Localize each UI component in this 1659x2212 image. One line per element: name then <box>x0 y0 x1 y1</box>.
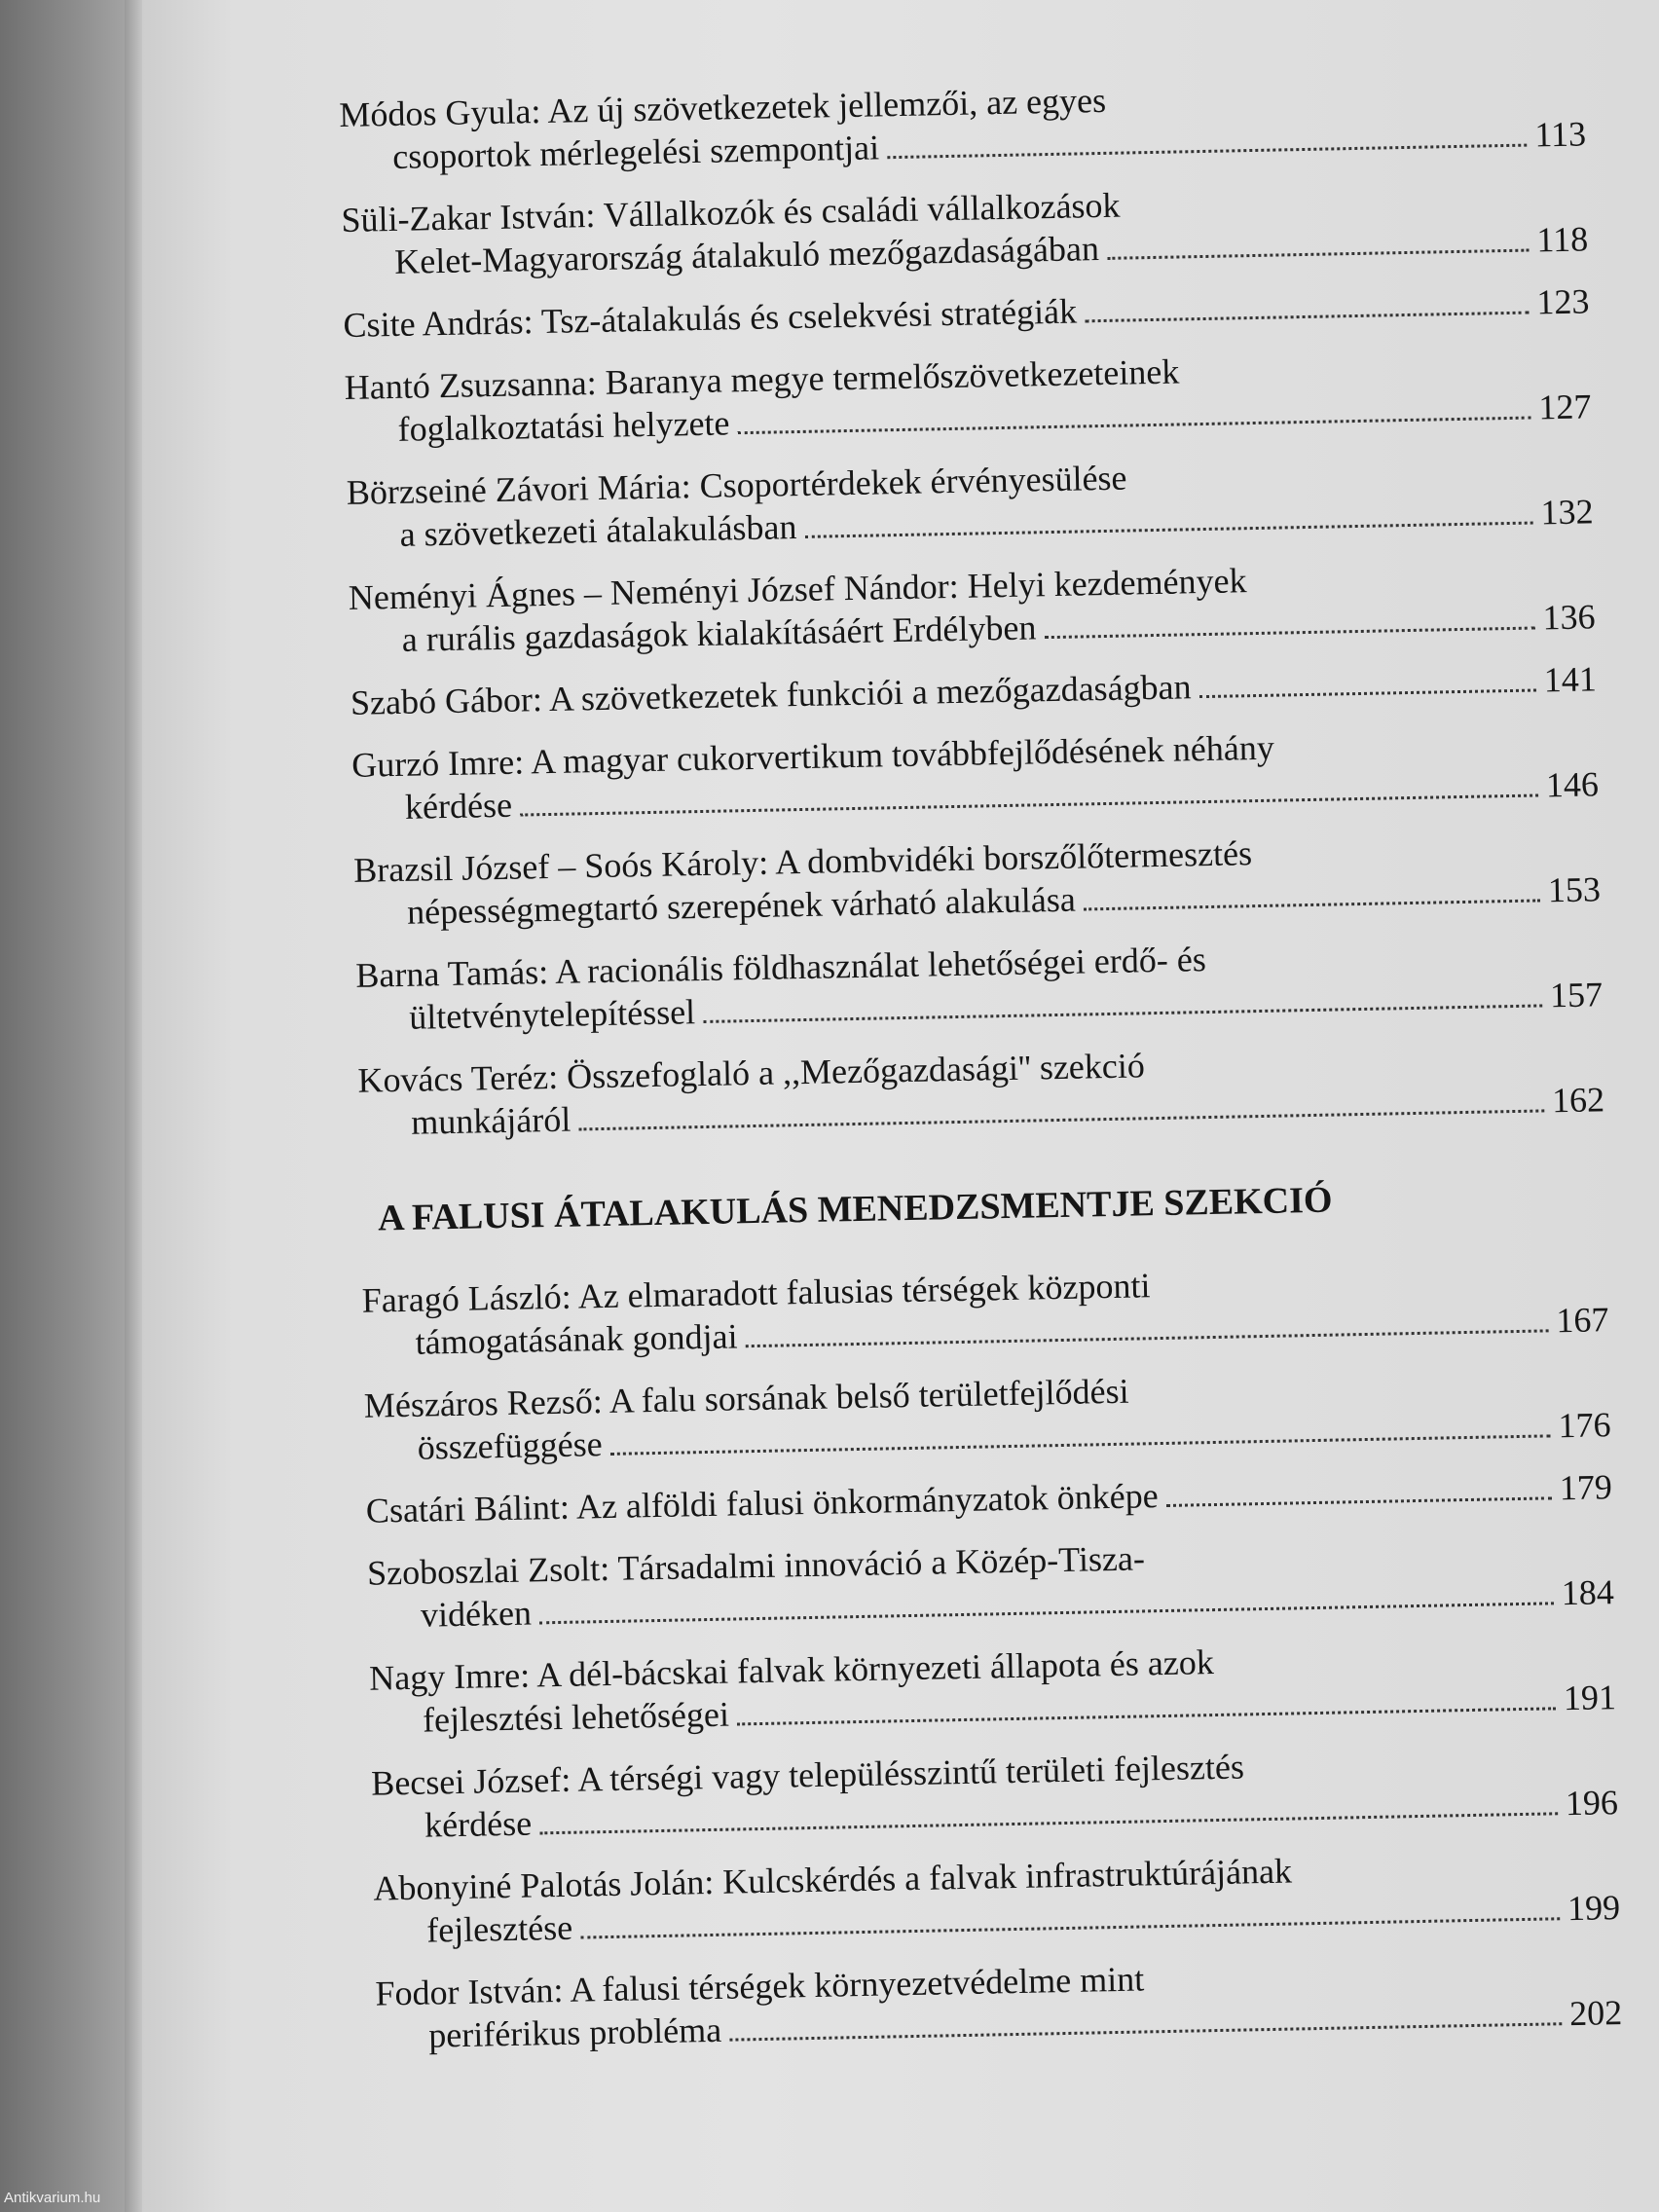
entry-title: Gurzó Imre: A magyar cukorvertikum továbbfejlődésének néhány <box>350 727 1275 785</box>
entry-title: Neményi Ágnes – Neményi József Nándor: Helyi kezdemények <box>348 561 1247 617</box>
page-number: 179 <box>1559 1467 1613 1508</box>
entry-title: Nagy Imre: A dél-bácskai falvak környezeti állapota és azok <box>368 1642 1215 1698</box>
dot-leader <box>1045 627 1535 640</box>
entry-title-continuation: csoportok mérlegelési szempontjai <box>391 128 880 176</box>
entry-title-continuation: népességmegtartó szerepének várható alakulása <box>406 879 1077 932</box>
page-number: 127 <box>1538 387 1592 427</box>
entry-title: Hantó Zsuzsanna: Baranya megye termelőszövetkezeteinek <box>344 351 1180 407</box>
entry-title: Börzseiné Závori Mária: Csoportérdekek érvényesülése <box>346 458 1127 512</box>
page-number: 199 <box>1567 1888 1621 1929</box>
toc-list-agricultural <box>339 69 1604 1144</box>
entry-title: Szabó Gábor: A szövetkezetek funkciói a mezőgazdaságban <box>350 667 1192 722</box>
toc-entry <box>349 552 1596 662</box>
page-number: 123 <box>1535 281 1590 322</box>
toc-entry <box>355 930 1603 1040</box>
toc-entry <box>353 825 1601 935</box>
toc-entry <box>366 1465 1613 1532</box>
toc-list-village <box>361 1255 1622 2057</box>
page-number: 191 <box>1563 1677 1617 1718</box>
entry-title-continuation: fejlesztési lehetőségei <box>422 1694 730 1740</box>
section-heading: A FALUSI ÁTALAKULÁS MENEDZSMENTJE SZEKCIÓ <box>377 1179 1333 1239</box>
toc-entry <box>344 342 1591 452</box>
entry-title: Szoboszlai Zsolt: Társadalmi innováció a Közép-Tisza- <box>366 1538 1146 1593</box>
toc-entry <box>363 1360 1610 1470</box>
page-number: 167 <box>1556 1300 1609 1341</box>
dot-leader <box>520 793 1538 816</box>
toc-entry <box>350 657 1598 724</box>
dot-leader <box>610 1434 1551 1456</box>
dot-leader <box>805 522 1533 538</box>
toc-entry <box>375 1948 1622 2058</box>
dot-leader <box>1085 312 1529 323</box>
toc-entry <box>357 1035 1604 1145</box>
entry-title-continuation: a rurális gazdaságok kialakításáért Erdélyben <box>401 608 1037 659</box>
entry-title-continuation: összefüggése <box>417 1424 603 1467</box>
dot-leader <box>738 417 1531 435</box>
entry-title-continuation: vidéken <box>420 1593 533 1635</box>
page-number: 146 <box>1545 764 1600 805</box>
toc-entry <box>361 1255 1608 1365</box>
entry-title-continuation: periférikus probléma <box>427 2009 722 2055</box>
dot-leader <box>578 1109 1544 1130</box>
page-number: 118 <box>1536 219 1589 260</box>
dot-leader <box>539 1812 1558 1834</box>
entry-title-continuation: kérdése <box>424 1803 533 1845</box>
table-of-contents <box>339 69 1623 2077</box>
entry-title-continuation: a szövetkezeti átalakulásban <box>399 507 797 554</box>
entry-title: Süli-Zakar István: Vállalkozók és családi vállalkozások <box>341 185 1121 240</box>
entry-title-continuation: ültetvénytelepítéssel <box>408 992 696 1037</box>
entry-title: Csatári Bálint: Az alföldi falusi önkormányzatok önképe <box>365 1476 1159 1530</box>
entry-title: Becsei József: A térségi vagy településszintű területi fejlesztés <box>370 1747 1245 1803</box>
dot-leader <box>1166 1496 1552 1507</box>
toc-entry <box>343 279 1590 347</box>
entry-title: Csite András: Tsz-átalakulás és cselekvési stratégiák <box>343 291 1078 345</box>
entry-title-continuation: Kelet-Magyarország átalakuló mezőgazdaságában <box>393 229 1100 281</box>
dot-leader <box>1199 689 1536 699</box>
page-number: 162 <box>1551 1080 1605 1121</box>
page-number: 196 <box>1565 1783 1619 1824</box>
dot-leader <box>887 144 1527 160</box>
dot-leader <box>737 1707 1556 1725</box>
entry-title: Barna Tamás: A racionális földhasználat lehetőségei erdő- és <box>355 940 1207 995</box>
dot-leader <box>539 1602 1554 1624</box>
entry-title: Abonyiné Palotás Jolán: Kulcskérdés a falvak infrastruktúrájának <box>373 1851 1293 1908</box>
book-page-edge <box>0 0 136 2212</box>
dot-leader <box>580 1917 1560 1938</box>
entry-title-continuation: foglalkoztatási helyzete <box>397 403 730 449</box>
page-number: 141 <box>1543 659 1598 700</box>
dot-leader <box>703 1004 1542 1023</box>
page-number: 184 <box>1561 1572 1615 1613</box>
entry-title: Brazsil József – Soós Károly: A dombvidéki borszőlőtermesztés <box>352 833 1253 890</box>
toc-entry <box>367 1528 1614 1638</box>
entry-title-continuation: munkájáról <box>410 1099 571 1142</box>
watermark: Antikvarium.hu <box>4 2190 101 2206</box>
page-number: 153 <box>1547 869 1602 910</box>
entry-title: Fodor István: A falusi térségek környezetvédelme mint <box>375 1959 1145 2013</box>
dot-leader <box>1107 249 1530 260</box>
toc-entry <box>371 1738 1618 1848</box>
entry-title-continuation: támogatásának gondjai <box>415 1316 738 1362</box>
page-number: 113 <box>1533 114 1587 155</box>
toc-entry <box>369 1633 1616 1743</box>
dot-leader <box>729 2022 1562 2041</box>
entry-title: Módos Gyula: Az új szövetkezetek jellemzői, az egyes <box>339 80 1107 134</box>
toc-entry <box>373 1843 1620 1953</box>
page-number: 157 <box>1549 975 1604 1015</box>
toc-entry <box>346 447 1593 557</box>
entry-title-continuation: kérdése <box>404 785 513 827</box>
dot-leader <box>746 1329 1549 1347</box>
entry-title-continuation: fejlesztése <box>425 1907 573 1950</box>
page-number: 202 <box>1568 1993 1623 2034</box>
entry-title: Faragó László: Az elmaradott falusias térségek központi <box>361 1266 1151 1320</box>
entry-title: Kovács Teréz: Összefoglaló a ,,Mezőgazdasági'' szekció <box>357 1046 1146 1100</box>
toc-entry <box>351 719 1599 830</box>
page-number: 176 <box>1558 1405 1611 1446</box>
toc-entry <box>341 174 1588 284</box>
page-number: 132 <box>1540 492 1594 533</box>
dot-leader <box>1084 899 1540 910</box>
entry-title: Mészáros Rezső: A falu sorsának belső területfejlődési <box>363 1371 1129 1425</box>
page-number: 136 <box>1542 597 1596 638</box>
